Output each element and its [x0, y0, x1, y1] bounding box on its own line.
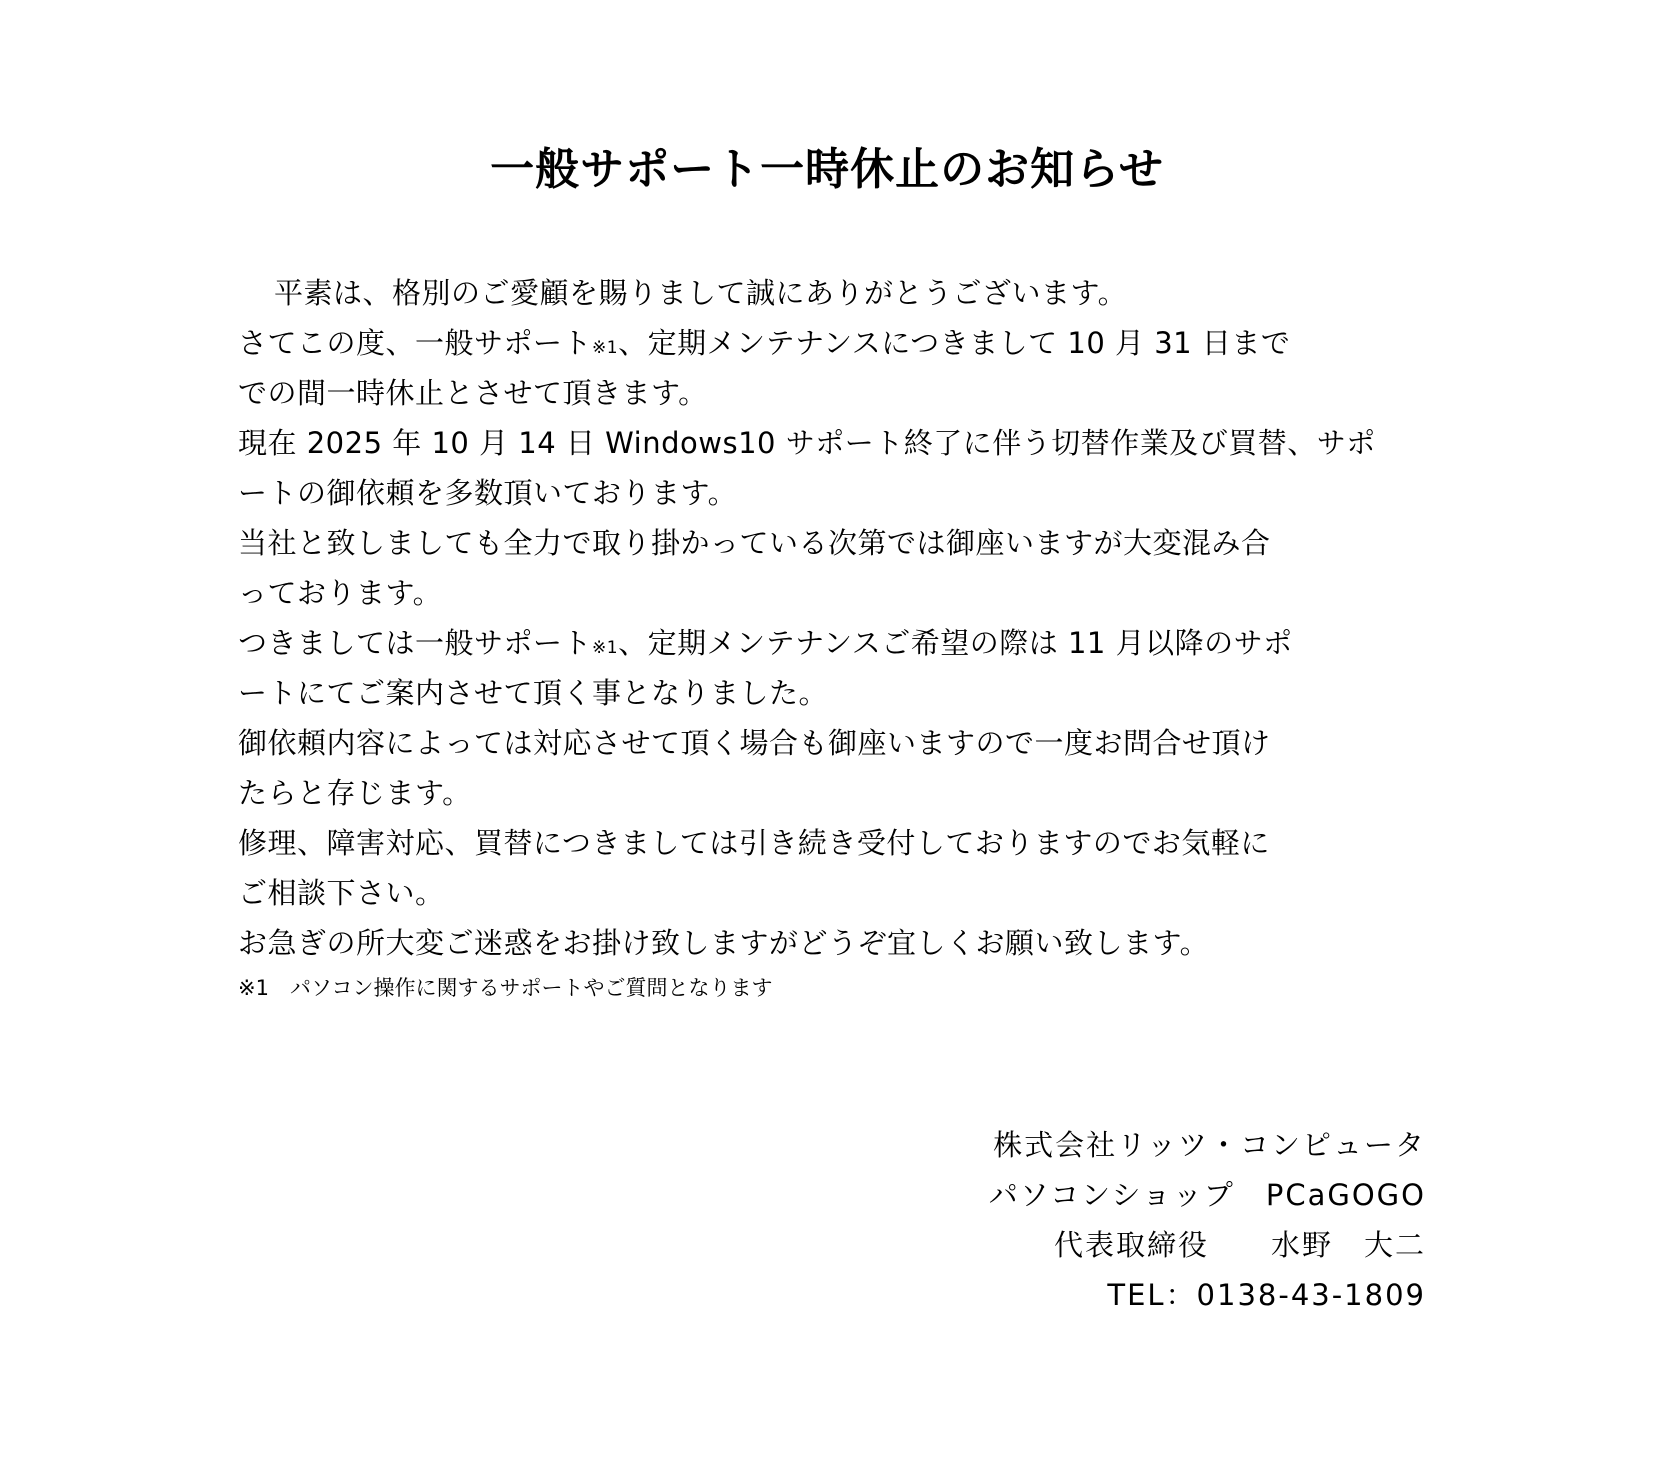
paragraph-suspension-cont: での間一時休止とさせて頂きます。 — [238, 376, 708, 410]
page-title: 一般サポート一時休止のお知らせ — [490, 144, 1164, 195]
paragraph-suspension-text-b: 、定期メンテナンスにつきまして 10 月 31 日まで — [618, 326, 1291, 360]
telephone: TEL：0138-43-1809 — [1107, 1278, 1426, 1312]
shop-name: パソコンショップ PCaGOGO — [988, 1178, 1426, 1212]
signature-block — [989, 1120, 1426, 1320]
company-name: 株式会社リッツ・コンピュータ — [993, 1128, 1426, 1162]
footnote-marker: ※1 — [592, 338, 619, 358]
closing-line: お急ぎの所大変ご迷惑をお掛け致しますがどうぞ宜しくお願い致します。 — [238, 926, 1210, 960]
footnote-marker: ※1 — [592, 638, 619, 658]
paragraph-busy: 当社と致しましても全力で取り掛かっている次第では御座いますが大変混み合 っております。 — [238, 526, 1271, 610]
paragraph-suspension-text-a: さてこの度、一般サポート — [238, 326, 593, 360]
footnote: ※1 パソコン操作に関するサポートやご質問となります — [238, 976, 773, 1000]
paragraph-suspension — [238, 318, 1428, 418]
paragraph-repair: 修理、障害対応、買替につきましては引き続き受付しておりますのでお気軽に ご相談下さい。 — [238, 826, 1270, 910]
paragraph-windows10: 現在 2025 年 10 月 14 日 Windows10 サポート終了に伴う切替作業及び買替、サポ ートの御依頼を多数頂いております。 — [238, 426, 1376, 510]
representative: 代表取締役 水野 大二 — [1053, 1228, 1426, 1262]
notice-body — [238, 268, 1428, 1006]
greeting-line: 平素は、格別のご愛顧を賜りまして誠にありがとうございます。 — [274, 276, 1128, 310]
paragraph-november: つきましては一般サポート※1、定期メンテナンスご希望の際は 11 月以降のサポ ートにてご案内させて頂く事となりました。 — [238, 626, 1293, 710]
paragraph-inquiry: 御依頼内容によっては対応させて頂く場合も御座いますので一度お問合せ頂け たらと存じます。 — [238, 726, 1271, 810]
